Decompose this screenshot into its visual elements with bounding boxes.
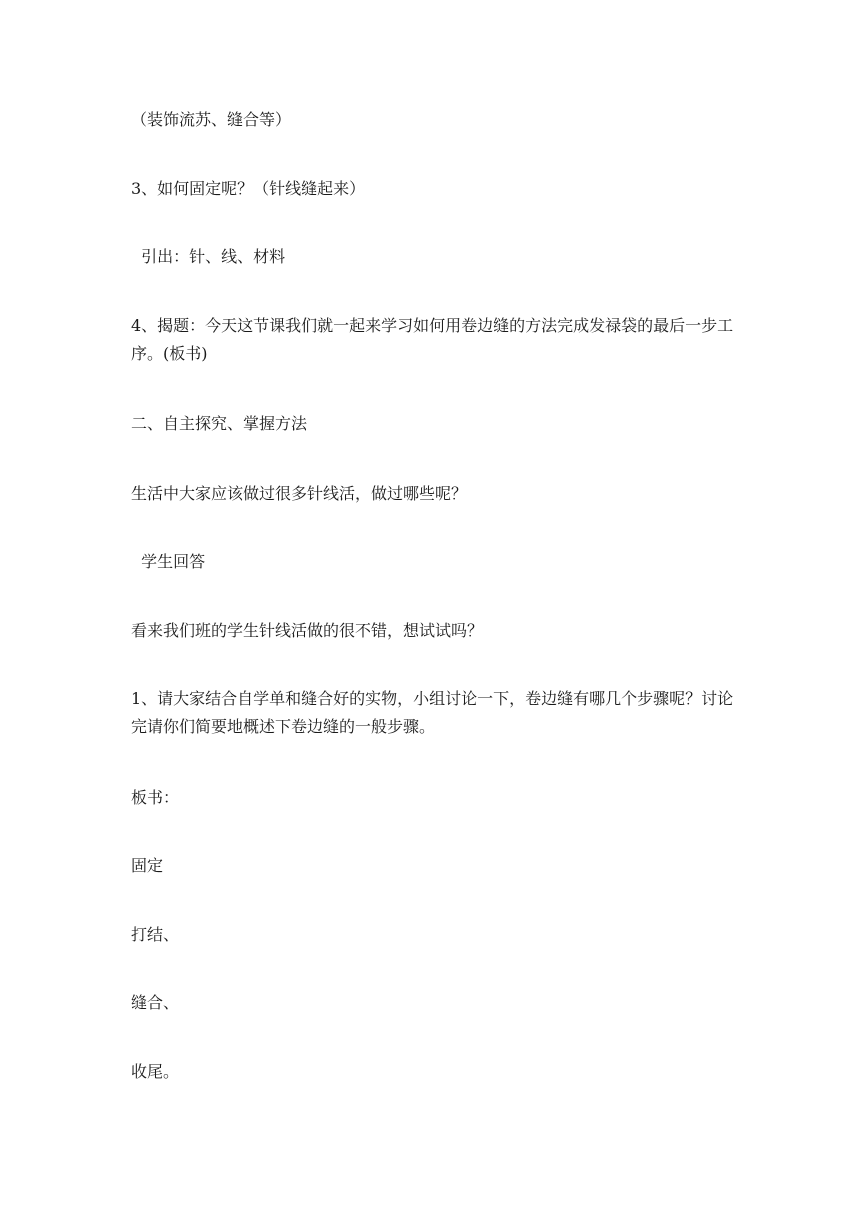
paragraph-topic-4: 4、揭题：今天这节课我们就一起来学习如何用卷边缝的方法完成发禄袋的最后一步工序。(板书) <box>131 316 734 363</box>
step-fix: 固定 <box>131 856 164 875</box>
paragraph-question-3: 3、如何固定呢？（针线缝起来） <box>131 179 366 198</box>
paragraph-board-note: 板书： <box>131 788 180 807</box>
step-finish: 收尾。 <box>131 1062 180 1081</box>
step-stitch: 缝合、 <box>131 993 180 1012</box>
step-knot: 打结、 <box>131 925 180 944</box>
paragraph-lead-out: 引出：针、线、材料 <box>131 247 286 266</box>
paragraph-decoration-note: （装饰流苏、缝合等） <box>131 110 292 129</box>
paragraph-student-answer: 学生回答 <box>131 552 206 571</box>
paragraph-group-discussion: 1、请大家结合自学单和缝合好的实物，小组讨论一下，卷边缝有哪几个步骤呢？讨论完请你们简要地概述下卷边缝的一般步骤。 <box>131 689 734 736</box>
section-heading-2: 二、自主探究、掌握方法 <box>131 414 308 433</box>
paragraph-try-it: 看来我们班的学生针线活做的很不错，想试试吗？ <box>131 621 484 640</box>
paragraph-sewing-question: 生活中大家应该做过很多针线活，做过哪些呢？ <box>131 484 468 503</box>
